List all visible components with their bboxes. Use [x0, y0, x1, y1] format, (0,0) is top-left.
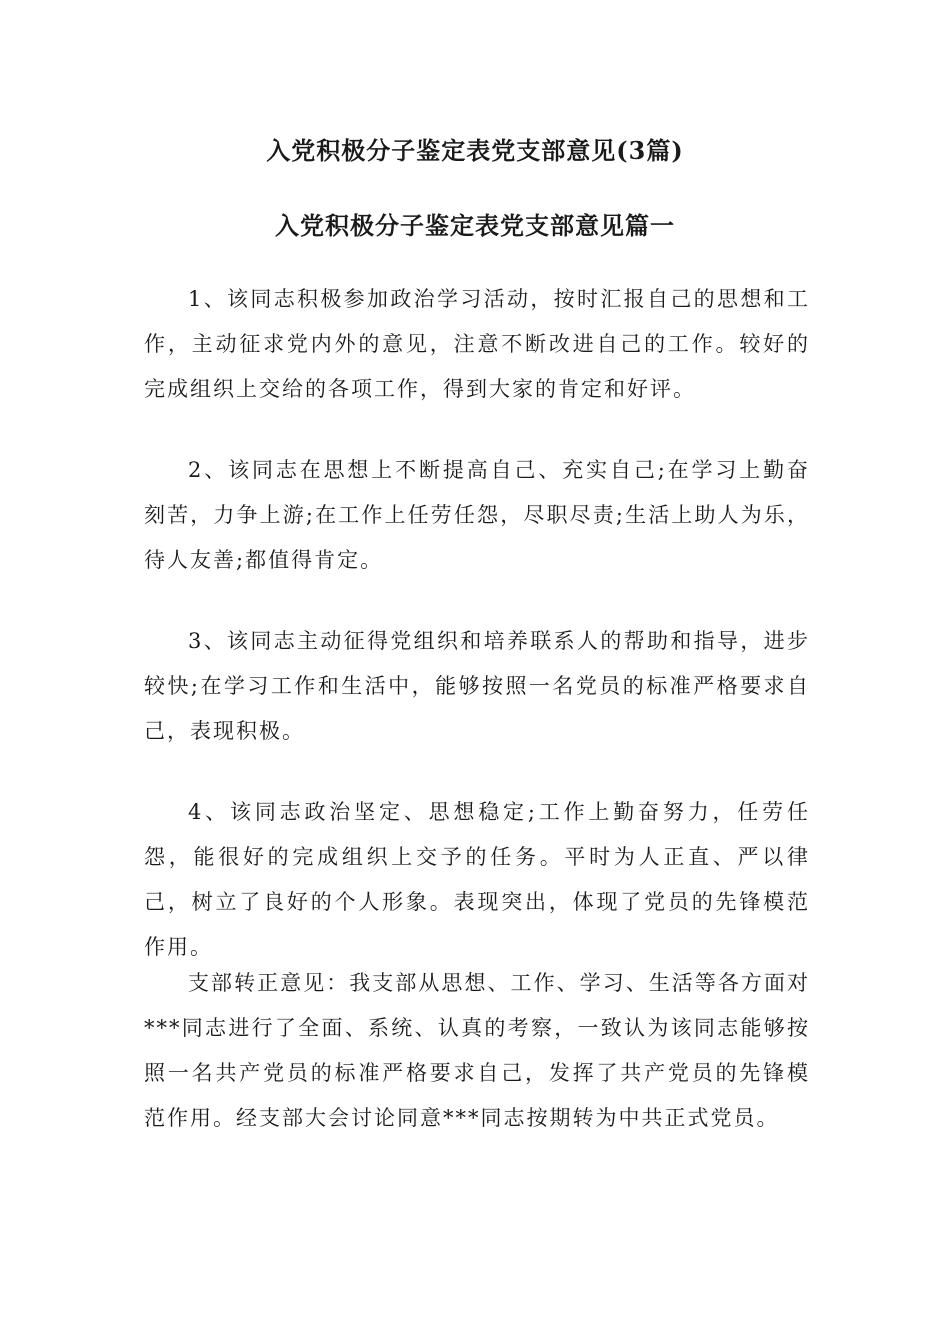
paragraph-1: 1、该同志积极参加政治学习活动，按时汇报自己的思想和工作，主动征求党内外的意见，注意不断改进自己的工作。较好的完成组织上交给的各项工作，得到大家的肯定和好评。 [144, 287, 810, 401]
paragraph-branch-opinion: 支部转正意见：我支部从思想、工作、学习、生活等各方面对***同志进行了全面、系统、认真的考察，一致认为该同志能够按照一名共产党员的标准严格要求自己，发挥了共产党员的先锋模范作用。经支部大会讨论同意***同志按期转为中共正式党员。 [144, 971, 810, 1130]
paragraph-2: 2、该同志在思想上不断提高自己、充实自己;在学习上勤奋刻苦，力争上游;在工作上任劳任怨，尽职尽责;生活上助人为乐，待人友善;都值得肯定。 [144, 458, 810, 572]
paragraph-4: 4、该同志政治坚定、思想稳定;工作上勤奋努力，任劳任怨，能很好的完成组织上交予的任务。平时为人正直、严以律己，树立了良好的个人形象。表现突出，体现了党员的先锋模范作用。 [144, 800, 810, 959]
document-title: 入党积极分子鉴定表党支部意见(3篇) [266, 136, 684, 165]
paragraph-3: 3、该同志主动征得党组织和培养联系人的帮助和指导，进步较快;在学习工作和生活中，能够按照一名党员的标准严格要求自己，表现积极。 [144, 629, 810, 743]
section-heading: 入党积极分子鉴定表党支部意见篇一 [275, 211, 675, 240]
